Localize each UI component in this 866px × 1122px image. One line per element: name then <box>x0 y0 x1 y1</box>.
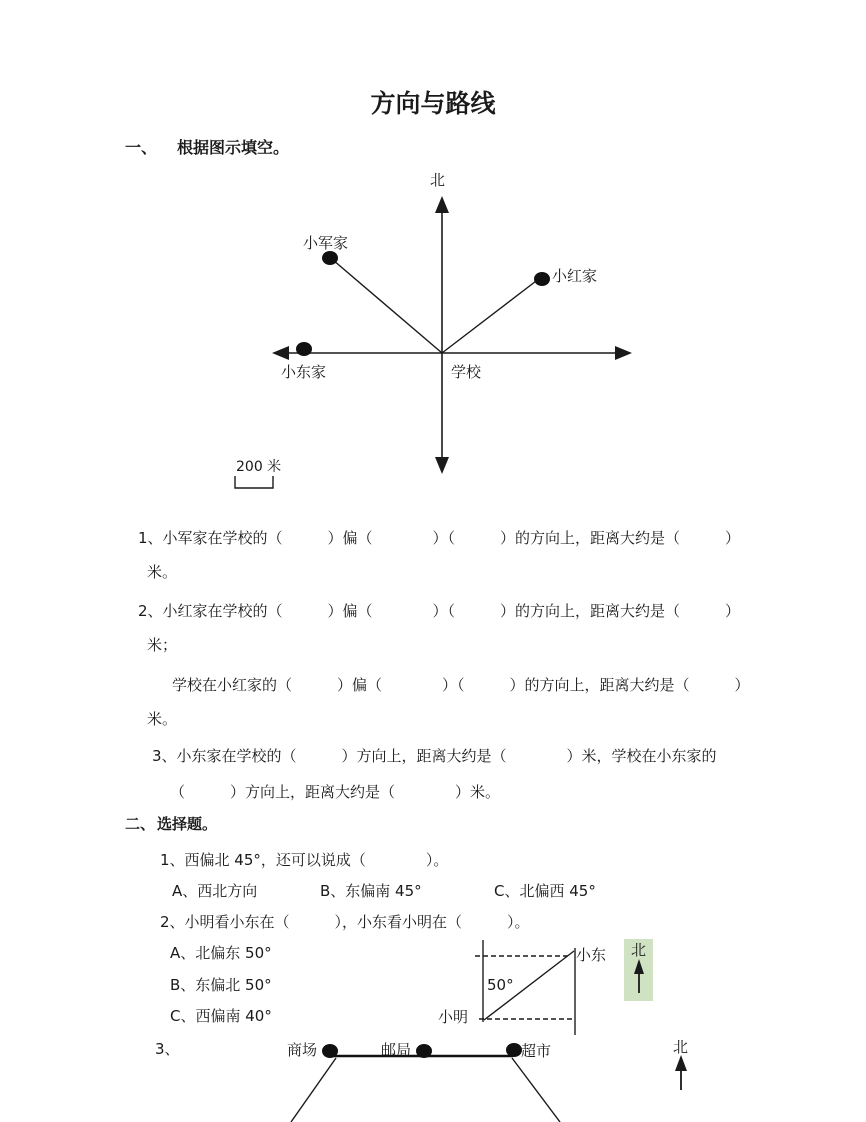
xiaojun-home-label: 小军家 <box>303 234 349 252</box>
post-office-dot <box>416 1044 432 1058</box>
route-north-label: 北 <box>673 1038 689 1056</box>
xiaohong-home-label: 小红家 <box>552 267 598 285</box>
choice-q1-text: 1、西偏北 45°，还可以说成（ ）。 <box>160 851 449 869</box>
section2-number: 二、 <box>125 815 156 833</box>
question3-line1: 3、小东家在学校的（ ）方向上，距离大约是（ ）米，学校在小东家的 <box>152 747 717 765</box>
choice-q1-option-b: B、东偏南 45° <box>320 882 422 900</box>
question2-line1: 2、小红家在学校的（ ）偏（ ）（ ）的方向上，距离大约是（ ） <box>138 602 741 620</box>
xiaodong-label: 小东 <box>576 946 607 964</box>
mall-label: 商场 <box>287 1041 318 1059</box>
north-arrowhead-icon <box>435 196 449 213</box>
south-arrowhead-icon <box>435 457 449 474</box>
scale-label: 200 米 <box>236 459 282 475</box>
choice-q2-option-b: B、东偏北 50° <box>170 976 272 994</box>
section1-number: 一、 <box>125 138 158 157</box>
question3-line2: （ ）方向上，距离大约是（ ）米。 <box>170 783 501 801</box>
west-arrowhead-icon <box>272 346 289 360</box>
section2-heading: 选择题。 <box>157 815 218 833</box>
page-title: 方向与路线 <box>370 89 496 118</box>
question2-line3: 学校在小红家的（ ）偏（ ）（ ）的方向上，距离大约是（ ） <box>172 676 750 694</box>
left-branch-road <box>291 1058 336 1122</box>
post-office-label: 邮局 <box>381 1041 412 1059</box>
north-up-arrow-icon <box>632 959 646 995</box>
xiaodong-home-dot <box>296 342 312 356</box>
line-school-to-xiaojun <box>333 260 442 353</box>
choice-q2-text: 2、小明看小东在（ ），小东看小明在（ ）。 <box>160 913 530 931</box>
north-box-label: 北 <box>630 941 646 959</box>
question2-line4: 米。 <box>147 710 178 728</box>
angle-label: 50° <box>487 976 514 994</box>
choice-q1-option-a: A、西北方向 <box>172 882 258 900</box>
xiaoming-label: 小明 <box>438 1008 469 1026</box>
scale-bracket <box>235 476 273 488</box>
right-branch-road <box>512 1058 560 1122</box>
supermarket-label: 超市 <box>521 1042 552 1060</box>
mall-dot <box>322 1044 338 1058</box>
compass-diagram <box>230 170 680 500</box>
school-label: 学校 <box>451 363 482 381</box>
section1-heading: 根据图示填空。 <box>177 138 290 157</box>
choice-q3-number: 3、 <box>155 1040 180 1058</box>
choice-q2-option-c: C、西偏南 40° <box>170 1007 272 1025</box>
xiaohong-home-dot <box>534 272 550 286</box>
xiaojun-home-dot <box>322 251 338 265</box>
question1-line2: 米。 <box>147 563 178 581</box>
east-arrowhead-icon <box>615 346 632 360</box>
north-indicator-box <box>624 939 653 1001</box>
route-north-arrowhead-icon <box>675 1055 687 1071</box>
supermarket-dot <box>506 1043 522 1057</box>
compass-north-label: 北 <box>430 171 446 189</box>
line-school-to-xiaohong <box>442 278 540 353</box>
question2-line2: 米； <box>147 636 178 654</box>
route-diagram <box>150 1035 716 1122</box>
choice-q2-option-a: A、北偏东 50° <box>170 944 272 962</box>
choice-q1-option-c: C、北偏西 45° <box>494 882 596 900</box>
xiaodong-home-label: 小东家 <box>281 363 327 381</box>
question1-line1: 1、小军家在学校的（ ）偏（ ）（ ）的方向上，距离大约是（ ） <box>138 529 741 547</box>
